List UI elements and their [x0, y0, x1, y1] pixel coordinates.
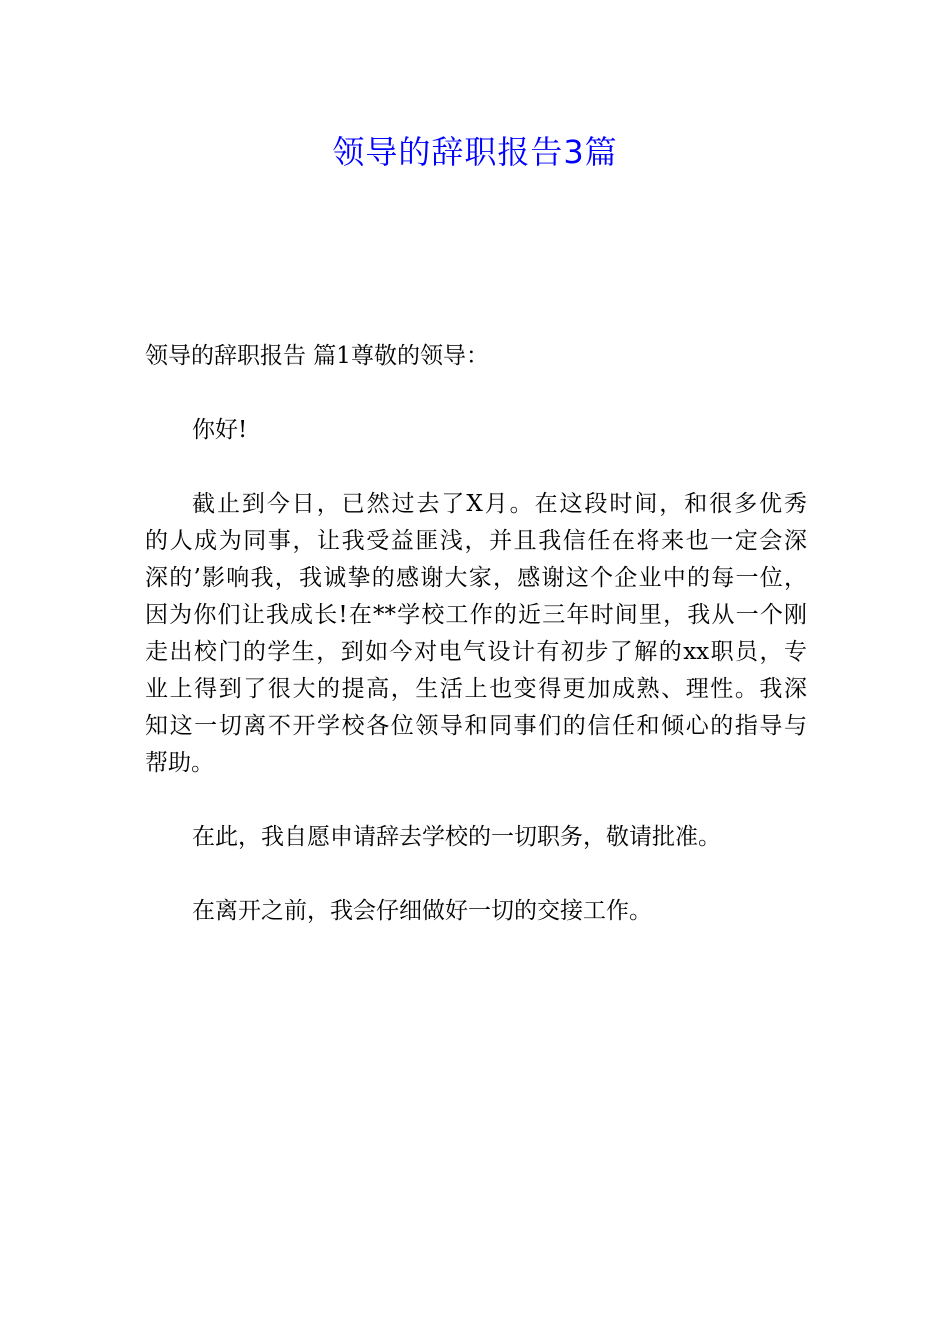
- paragraph-salutation: [145, 412, 807, 449]
- text-line: 帮助。: [145, 750, 214, 776]
- document-body: [145, 338, 807, 930]
- text-line: 领导的辞职报告 篇1尊敬的领导：: [145, 343, 489, 369]
- text-line: 在离开之前，我会仔细做好一切的交接工作。: [192, 898, 652, 924]
- paragraph-main: [145, 486, 807, 782]
- text-line: 知这一切离不开学校各位领导和同事们的信任和倾心的指导与: [145, 713, 807, 739]
- text-line: 深的’影响我，我诚挚的感谢大家，感谢这个企业中的每一位，: [145, 565, 807, 591]
- text-line: 截止到今日，已然过去了X月。在这段时间，和很多优秀: [192, 491, 807, 517]
- document-title: 领导的辞职报告3篇: [332, 133, 618, 171]
- text-line: 因为你们让我成长!在**学校工作的近三年时间里，我从一个刚: [145, 602, 807, 628]
- text-line: 你好!: [192, 417, 248, 443]
- text-line: 业上得到了很大的提高，生活上也变得更加成熟、理性。我深: [145, 676, 807, 702]
- paragraph-handover: [145, 893, 807, 930]
- text-line: 的人成为同事，让我受益匪浅，并且我信任在将来也一定会深: [145, 528, 807, 554]
- text-line: 走出校门的学生，到如今对电气设计有初步了解的xx职员，专: [145, 639, 807, 665]
- paragraph-greeting-header: [145, 338, 807, 375]
- text-line: 在此，我自愿申请辞去学校的一切职务，敬请批准。: [192, 824, 721, 850]
- paragraph-request: [145, 819, 807, 856]
